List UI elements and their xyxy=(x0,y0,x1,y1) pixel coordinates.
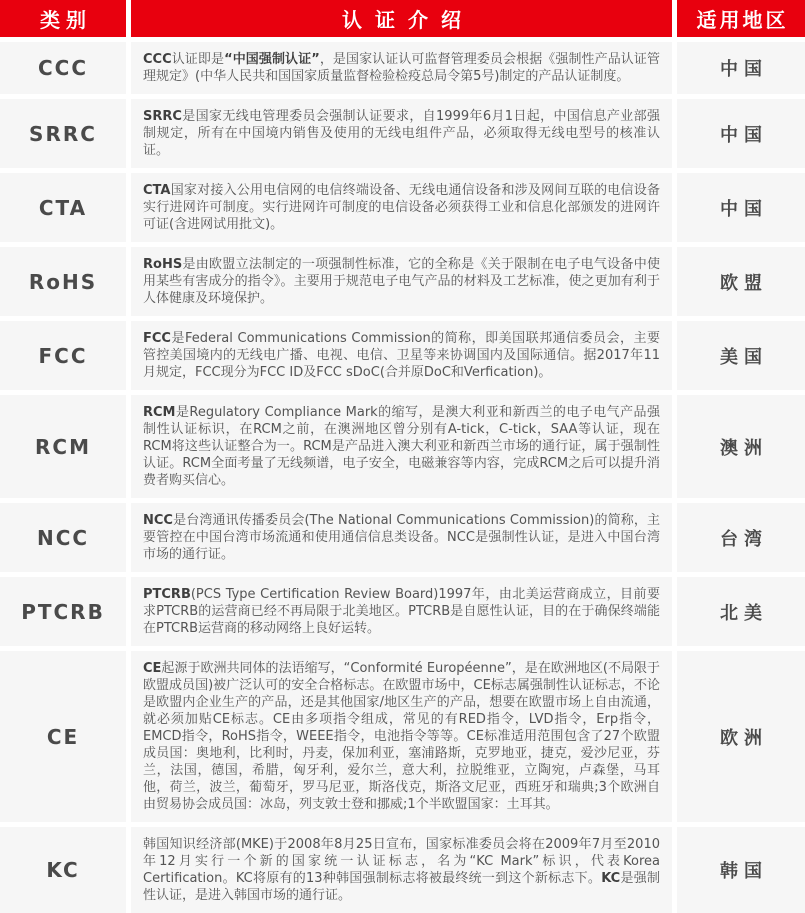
rohs-intro-cell xyxy=(131,247,672,316)
rohs-region-cell: 欧盟 xyxy=(677,247,805,316)
rcm-category-cell: RCM xyxy=(0,395,126,498)
bold-term: RoHS xyxy=(143,257,183,272)
cta-intro-cell xyxy=(131,173,672,242)
intro-text: 起源于欧洲共同体的法语缩写，“Conformité Européenne”，是在欧洲地区(不局限于欧盟成员国)被广泛认可的安全合格标志。在欧盟市场中，CE标志属强制性认证标志，不论是欧盟内企业生产的产品，还是其他国家/地区生产的产品，想要在欧盟市场上自由流通，就必须加贴CE标志。CE由多项指令组成，常见的有RED指令，LVD指令，Erp指令，EMCD指令，RoHS指令，WEEE指令，电池指令等等。CE标准适用范围包含了27个欧盟成员国：奥地利，比利时，丹麦，保加利亚，塞浦路斯，克罗地亚，捷克，爱沙尼亚，芬兰，法国，德国，希腊，匈牙利，爱尔兰，意大利，拉脱维亚，立陶宛，卢森堡，马耳他，荷兰，波兰，葡萄牙，罗马尼亚，斯洛伐克，斯洛文尼亚，西班牙和瑞典;3个欧洲自由贸易协会成员国：冰岛，列支敦士登和挪威;1个半欧盟国家：土耳其。 xyxy=(143,661,660,812)
ccc-category-cell: CCC xyxy=(0,42,126,94)
srrc-category-cell: SRRC xyxy=(0,99,126,168)
bold-term: RCM xyxy=(143,405,176,420)
srrc-intro-cell xyxy=(131,99,672,168)
ptcrb-category-cell: PTCRB xyxy=(0,577,126,646)
ncc-region-cell: 台湾 xyxy=(677,503,805,572)
intro-text: (PCS Type Certification Review Board)1997年，由北美运营商成立，目前要求PTCRB的运营商已经不再局限于北美地区。PTCRB是自愿性认证，目的在于确保终端能在PTCRB运营商的移动网络上良好运转。 xyxy=(143,587,660,636)
intro-text: 是由欧盟立法制定的一项强制性标准，它的全称是《关于限制在电子电气设备中使用某些有害成分的指令》。主要用于规范电子电气产品的材料及工艺标准，使之更加有利于人体健康及环境保护。 xyxy=(143,257,660,306)
intro-text: 是国家无线电管理委员会强制认证要求，自1999年6月1日起，中国信息产业部强制规定，所有在中国境内销售及使用的无线电组件产品，必须取得无线电型号的核准认证。 xyxy=(143,109,660,158)
ccc-intro-cell xyxy=(131,42,672,94)
header-region: 适用地区 xyxy=(677,0,805,37)
intro-text: 韩国知识经济部(MKE)于2008年8月25日宣布，国家标准委员会将在2009年7月至2010年12月实行一个新的国家统一认证标志，名为“KC Mark”标识，代表Korea Certification。KC将原有的13种韩国强制标志将被最终统一到这个新标志下。 xyxy=(143,837,660,886)
bold-term: FCC xyxy=(143,331,171,346)
rohs-category-cell: RoHS xyxy=(0,247,126,316)
intro-text: 是Federal Communications Commission的简称，即美国联邦通信委员会，主要管控美国境内的无线电广播、电视、电信、卫星等来协调国内及国际通信。据2017年11月规定，FCC现分为FCC ID及FCC sDoC(合并原DoC和Verfication)。 xyxy=(143,331,660,380)
intro-text: 是Regulatory Compliance Mark的缩写，是澳大利亚和新西兰的电子电气产品强制性认证标识，在RCM之前，在澳洲地区曾分别有A-tick，C-tick，SAA等认证，现在RCM将这些认证整合为一。RCM是产品进入澳大利亚和新西兰市场的通行证，属于强制性认证。RCM全面考量了无线频谱，电子安全，电磁兼容等内容，完成RCM之后可以提升消费者购买信心。 xyxy=(143,405,660,488)
bold-term: CTA xyxy=(143,183,171,198)
bold-term: SRRC xyxy=(143,109,182,124)
ptcrb-intro-cell xyxy=(131,577,672,646)
intro-text: 是台湾通讯传播委员会(The National Communications Commission)的简称，主要管控在中国台湾市场流通和使用通信信息类设备。NCC是强制性认证，是进入中国台湾市场的通行证。 xyxy=(143,513,660,562)
fcc-category-cell: FCC xyxy=(0,321,126,390)
srrc-region-cell: 中国 xyxy=(677,99,805,168)
ce-category-cell: CE xyxy=(0,651,126,822)
ncc-category-cell: NCC xyxy=(0,503,126,572)
ce-intro-cell xyxy=(131,651,672,822)
bold-term: NCC xyxy=(143,513,173,528)
header-category: 类别 xyxy=(0,0,126,37)
rcm-region-cell: 澳洲 xyxy=(677,395,805,498)
ncc-intro-cell xyxy=(131,503,672,572)
kc-region-cell: 韩国 xyxy=(677,827,805,913)
bold-term: CE xyxy=(143,661,162,676)
cta-category-cell: CTA xyxy=(0,173,126,242)
bold-term: “中国强制认证” xyxy=(224,52,320,67)
bold-term: CCC xyxy=(143,52,172,67)
intro-text: 国家对接入公用电信网的电信终端设备、无线电通信设备和涉及网间互联的电信设备实行进网许可制度。实行进网许可制度的电信设备必须获得工业和信息化部颁发的进网许可证(含进网试用批文)。 xyxy=(143,183,660,232)
bold-term: PTCRB xyxy=(143,587,191,602)
intro-text: ，是国家认证认可监督管理委员会根据《强制性产品认证管理规定》(中华人民共和国国家质量监督检验检疫总局令第5号)制定的产品认证制度。 xyxy=(143,52,660,84)
kc-intro-cell xyxy=(131,827,672,913)
ccc-region-cell: 中国 xyxy=(677,42,805,94)
bold-term: KC xyxy=(601,871,621,886)
header-intro: 认证介绍 xyxy=(131,0,672,37)
fcc-intro-cell xyxy=(131,321,672,390)
ptcrb-region-cell: 北美 xyxy=(677,577,805,646)
cta-region-cell: 中国 xyxy=(677,173,805,242)
kc-category-cell: KC xyxy=(0,827,126,913)
fcc-region-cell: 美国 xyxy=(677,321,805,390)
intro-text: 认证即是 xyxy=(171,52,225,67)
ce-region-cell: 欧洲 xyxy=(677,651,805,822)
intro-text: 是强制性认证，是进入韩国市场的通行证。 xyxy=(143,871,660,903)
rcm-intro-cell xyxy=(131,395,672,498)
